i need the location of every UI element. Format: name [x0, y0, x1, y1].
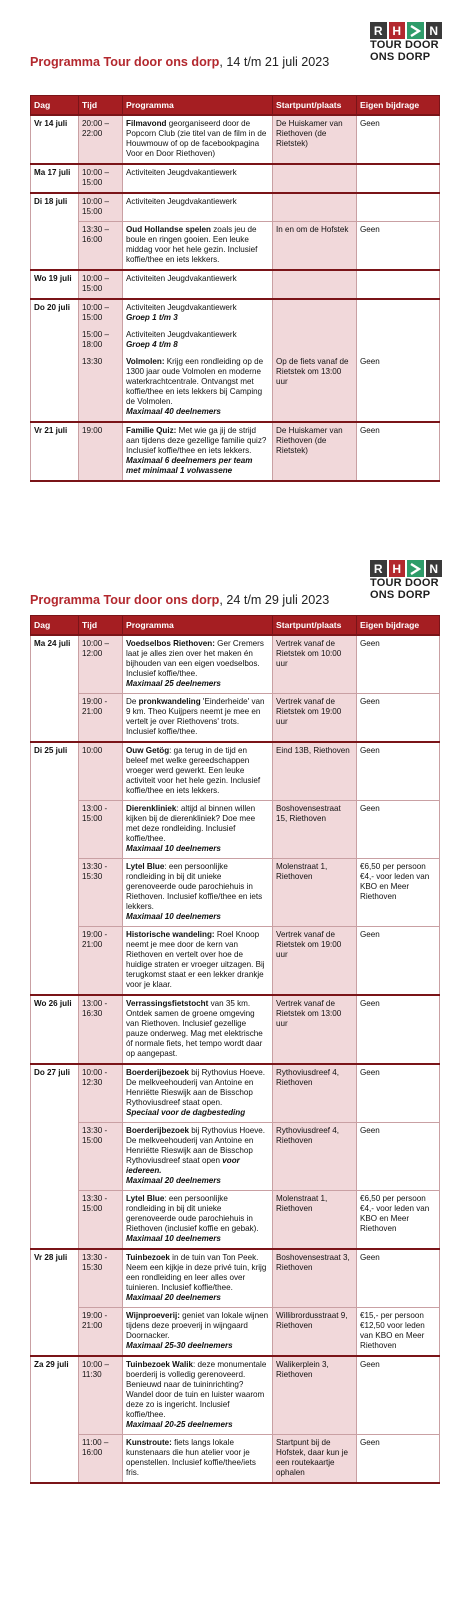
- logo-arrow-icon: [407, 22, 424, 39]
- column-header: Programma: [123, 616, 273, 636]
- table-row: [31, 801, 440, 859]
- fee-cell: Geen: [357, 222, 440, 271]
- program-text: Activiteiten Jeugdvakantiewerk: [126, 168, 237, 177]
- day-cell: [31, 1191, 79, 1250]
- place-cell: [273, 299, 357, 327]
- time-cell: 19:00 - 21:00: [79, 927, 123, 996]
- time-cell: 10:00: [79, 742, 123, 801]
- column-header: Startpunt/plaats: [273, 96, 357, 116]
- table-row: [31, 995, 440, 1064]
- program-text: : een persoonlijke rondleiding in bij dit unieke gerenoveerde oude parochiehuis in Riethoven. Inclusief koffie/thee en iets lekkers.: [126, 862, 263, 911]
- table-row: [31, 299, 440, 327]
- tour-logo: [370, 560, 442, 601]
- program-cell: [123, 1249, 273, 1308]
- program-highlight: Lytel Blue: [126, 862, 165, 871]
- table-row: [31, 422, 440, 481]
- program-cell: [123, 1123, 273, 1191]
- program-highlight: voor iedereen.: [126, 1156, 240, 1175]
- logo-line-2: ONS DORP: [370, 51, 431, 63]
- program-highlight: Maximaal 6 deelnemers per team met minimaal 1 volwassene: [126, 456, 253, 475]
- program-text: Activiteiten Jeugdvakantiewerk: [126, 330, 237, 339]
- program-cell: [123, 742, 273, 801]
- column-header: Startpunt/plaats: [273, 616, 357, 636]
- place-cell: Startpunt bij de Hofstek, daar kun je een routekaartje ophalen: [273, 1435, 357, 1484]
- fee-cell: Geen: [357, 1249, 440, 1308]
- place-cell: Rythoviusdreef 4, Riethoven: [273, 1064, 357, 1123]
- time-cell: 20:00 – 22:00: [79, 115, 123, 164]
- logo-line-2: ONS DORP: [370, 589, 431, 601]
- title-dates: , 14 t/m 21 juli 2023: [219, 55, 330, 69]
- program-text: Activiteiten Jeugdvakantiewerk: [126, 274, 237, 283]
- place-cell: Molenstraat 1, Riethoven: [273, 1191, 357, 1250]
- logo-letters: [370, 560, 442, 577]
- program-cell: [123, 1356, 273, 1435]
- day-cell: [31, 801, 79, 859]
- day-cell: Za 29 juli: [31, 1356, 79, 1435]
- table-row: [31, 694, 440, 743]
- logo-letter: N: [426, 560, 443, 577]
- time-cell: 10:00 – 12:00: [79, 635, 123, 694]
- table-row: [31, 1435, 440, 1484]
- program-text: 'Einderheide' van 9 km. Theo Kuijpers neemt je mee en vertelt je over Riethovens' trots. Inclusief koffie/thee.: [126, 697, 265, 736]
- fee-cell: [357, 299, 440, 327]
- place-cell: Molenstraat 1, Riethoven: [273, 859, 357, 927]
- program-cell: [123, 1191, 273, 1250]
- program-cell: [123, 422, 273, 481]
- time-cell: 19:00 - 21:00: [79, 694, 123, 743]
- program-cell: [123, 995, 273, 1064]
- fee-cell: Geen: [357, 801, 440, 859]
- program-text: Krijg een rondleiding op de 1300 jaar oude Volmolen en moderne waterkrachtcentrale. Ontvangst met koffie/thee en iets lekkers bij Camping de Volmolen.: [126, 357, 264, 406]
- place-cell: Boshovensestraat 3, Riethoven: [273, 1249, 357, 1308]
- time-cell: 10:00 – 11:30: [79, 1356, 123, 1435]
- program-highlight: Maximaal 20 deelnemers: [126, 1293, 221, 1302]
- table-header-row: [31, 96, 440, 116]
- logo-arrow-icon: [407, 560, 424, 577]
- logo-letter: H: [389, 22, 406, 39]
- day-cell: Vr 14 juli: [31, 115, 79, 164]
- fee-cell: Geen: [357, 995, 440, 1064]
- table-row: [31, 327, 440, 354]
- place-cell: Willibrordusstraat 9, Riethoven: [273, 1308, 357, 1357]
- program-highlight: Dierenkliniek: [126, 804, 177, 813]
- day-cell: Di 18 juli: [31, 193, 79, 222]
- program-cell: [123, 927, 273, 996]
- time-cell: 13:00 - 15:00: [79, 801, 123, 859]
- logo-letter: R: [370, 22, 387, 39]
- fee-cell: [357, 164, 440, 193]
- program-text: in de tuin van Ton Peek. Neem een kijkje in deze privé tuin, krijg een rondleiding en leer alles over tuinieren. Inclusief koffie/thee.: [126, 1253, 267, 1292]
- time-cell: 13:30 - 15:30: [79, 1249, 123, 1308]
- day-cell: Ma 17 juli: [31, 164, 79, 193]
- place-cell: Walikerplein 3, Riethoven: [273, 1356, 357, 1435]
- time-cell: 10:00 – 15:00: [79, 164, 123, 193]
- column-header: Tijd: [79, 96, 123, 116]
- place-cell: [273, 270, 357, 299]
- page-title: [30, 593, 329, 607]
- program-cell: [123, 1435, 273, 1484]
- column-header: Dag: [31, 96, 79, 116]
- program-text: Ger Cremers laat je alles zien over het maken én bijhouden van een eigen voedselbos. Inclusief koffie/thee.: [126, 639, 264, 678]
- day-cell: Vr 28 juli: [31, 1249, 79, 1308]
- program-text: : deze monumentale boerderij is volledig gerenoveerd. Benieuwd naar de tuininrichting? Wandel door de tuin en luister waarom deze zo is ingericht. Inclusief koffie/thee.: [126, 1360, 267, 1419]
- place-cell: Rythoviusdreef 4, Riethoven: [273, 1123, 357, 1191]
- day-cell: Ma 24 juli: [31, 635, 79, 694]
- day-cell: [31, 859, 79, 927]
- table-row: [31, 1249, 440, 1308]
- day-cell: [31, 1435, 79, 1484]
- program-highlight: Maximaal 40 deelnemers: [126, 407, 221, 416]
- logo-letter: N: [426, 22, 443, 39]
- place-cell: [273, 193, 357, 222]
- program-table: [30, 95, 440, 482]
- time-cell: 13:00 - 16:30: [79, 995, 123, 1064]
- program-cell: [123, 354, 273, 422]
- table-row: [31, 635, 440, 694]
- program-cell: [123, 1064, 273, 1123]
- program-highlight: Maximaal 10 deelnemers: [126, 912, 221, 921]
- program-table: [30, 615, 440, 1484]
- day-cell: [31, 1308, 79, 1357]
- time-cell: 13:30 - 15:30: [79, 859, 123, 927]
- logo-letter: R: [370, 560, 387, 577]
- day-cell: Do 20 juli: [31, 299, 79, 327]
- table-row: [31, 927, 440, 996]
- column-header: Tijd: [79, 616, 123, 636]
- time-cell: 10:00 – 15:00: [79, 299, 123, 327]
- program-cell: [123, 299, 273, 327]
- program-highlight: Oud Hollandse spelen: [126, 225, 212, 234]
- program-highlight: Historische wandeling:: [126, 930, 215, 939]
- logo-letter: H: [389, 560, 406, 577]
- program-cell: [123, 115, 273, 164]
- table-row: [31, 1123, 440, 1191]
- logo-letters: [370, 22, 442, 39]
- fee-cell: Geen: [357, 635, 440, 694]
- place-cell: Boshovensestraat 15, Riethoven: [273, 801, 357, 859]
- fee-cell: [357, 270, 440, 299]
- table-row: [31, 1356, 440, 1435]
- program-text: Activiteiten Jeugdvakantiewerk: [126, 303, 237, 312]
- program-highlight: Wijnproeverij:: [126, 1311, 180, 1320]
- day-cell: [31, 222, 79, 271]
- fee-cell: Geen: [357, 115, 440, 164]
- day-cell: Di 25 juli: [31, 742, 79, 801]
- time-cell: 13:30 - 15:00: [79, 1123, 123, 1191]
- fee-cell: Geen: [357, 694, 440, 743]
- program-text: Roel Knoop neemt je mee door de kern van Riethoven en vertelt over hoe de huidige straten er vroeger uitzagen. Bij terugkomst staat er een lekker drankje voor je klaar.: [126, 930, 265, 989]
- place-cell: [273, 164, 357, 193]
- place-cell: Vertrek vanaf de Rietstek om 10:00 uur: [273, 635, 357, 694]
- table-header-row: [31, 616, 440, 636]
- time-cell: 13:30: [79, 354, 123, 422]
- fee-cell: Geen: [357, 1123, 440, 1191]
- program-cell: [123, 694, 273, 743]
- program-text: De: [126, 697, 139, 706]
- column-header: Programma: [123, 96, 273, 116]
- logo-line-1: TOUR DOOR: [370, 577, 439, 589]
- day-cell: Vr 21 juli: [31, 422, 79, 481]
- fee-cell: Geen: [357, 422, 440, 481]
- place-cell: Vertrek vanaf de Rietstek om 13:00 uur: [273, 995, 357, 1064]
- table-row: [31, 115, 440, 164]
- table-row: [31, 354, 440, 422]
- fee-cell: [357, 193, 440, 222]
- program-highlight: Voedselbos Riethoven:: [126, 639, 215, 648]
- program-highlight: Groep 4 t/m 8: [126, 340, 178, 349]
- program-text: Met wie ga jij de strijd aan tijdens deze gezellige familie quiz? Inclusief koffie/thee en iets lekkers.: [126, 426, 267, 455]
- table-row: [31, 1064, 440, 1123]
- time-cell: 19:00: [79, 422, 123, 481]
- program-highlight: Volmolen:: [126, 357, 165, 366]
- column-header: Dag: [31, 616, 79, 636]
- day-cell: Do 27 juli: [31, 1064, 79, 1123]
- title-bold: Programma Tour door ons dorp: [30, 593, 220, 607]
- program-text: fiets langs lokale kunstenaars die hun atelier voor je openstellen. Inclusief koffie/thee/iets fris.: [126, 1438, 256, 1477]
- time-cell: 13:30 - 15:00: [79, 1191, 123, 1250]
- fee-cell: €15,- per persoon €12,50 voor leden van KBO en Meer Riethoven: [357, 1308, 440, 1357]
- program-highlight: Maximaal 10 deelnemers: [126, 1234, 221, 1243]
- fee-cell: €6,50 per persoon €4,- voor leden van KBO en Meer Riethoven: [357, 1191, 440, 1250]
- program-highlight: Maximaal 25-30 deelnemers: [126, 1341, 233, 1350]
- fee-cell: €6,50 per persoon €4,- voor leden van KBO en Meer Riethoven: [357, 859, 440, 927]
- program-highlight: Kunstroute:: [126, 1438, 172, 1447]
- time-cell: 19:00 - 21:00: [79, 1308, 123, 1357]
- day-cell: Wo 19 juli: [31, 270, 79, 299]
- program-highlight: Maximaal 20-25 deelnemers: [126, 1420, 233, 1429]
- table-row: [31, 1308, 440, 1357]
- program-highlight: Lytel Blue: [126, 1194, 165, 1203]
- place-cell: Vertrek vanaf de Rietstek om 19:00 uur: [273, 694, 357, 743]
- table-row: [31, 164, 440, 193]
- fee-cell: Geen: [357, 1356, 440, 1435]
- program-text: georganiseerd door de Popcorn Club (zie titel van de film in de Houwmouw of op de facebookpagina Voor en Door Riethoven): [126, 119, 267, 158]
- place-cell: In en om de Hofstek: [273, 222, 357, 271]
- program-cell: [123, 327, 273, 354]
- program-highlight: Verrassingsfietstocht: [126, 999, 209, 1008]
- program-cell: [123, 635, 273, 694]
- time-cell: 10:00 – 15:00: [79, 270, 123, 299]
- program-highlight: Groep 1 t/m 3: [126, 313, 178, 322]
- fee-cell: Geen: [357, 742, 440, 801]
- program-highlight: Tuinbezoek: [126, 1253, 170, 1262]
- program-highlight: Maximaal 25 deelnemers: [126, 679, 221, 688]
- program-cell: [123, 222, 273, 271]
- day-cell: [31, 354, 79, 422]
- program-text: van 35 km. Ontdek samen de groene omgeving van Riethoven. Inclusief gezellige pauze onderweg. Mag met elektrische óf normale fiets, het tempo wordt daar op aangepast.: [126, 999, 263, 1058]
- column-header: Eigen bijdrage: [357, 616, 440, 636]
- program-highlight: Boerderijbezoek: [126, 1068, 189, 1077]
- table-row: [31, 193, 440, 222]
- tour-logo: [370, 22, 442, 63]
- table-row: [31, 859, 440, 927]
- day-cell: [31, 694, 79, 743]
- program-cell: [123, 193, 273, 222]
- table-row: [31, 742, 440, 801]
- title-bold: Programma Tour door ons dorp: [30, 55, 220, 69]
- title-dates: , 24 t/m 29 juli 2023: [219, 593, 330, 607]
- table-row: [31, 222, 440, 271]
- fee-cell: Geen: [357, 1064, 440, 1123]
- fee-cell: [357, 327, 440, 354]
- program-highlight: Speciaal voor de dagbesteding: [126, 1108, 246, 1117]
- program-cell: [123, 270, 273, 299]
- logo-line-1: TOUR DOOR: [370, 39, 439, 51]
- time-cell: 10:00 – 15:00: [79, 193, 123, 222]
- day-cell: [31, 1123, 79, 1191]
- program-cell: [123, 801, 273, 859]
- place-cell: Op de fiets vanaf de Rietstek om 13:00 uur: [273, 354, 357, 422]
- program-text: geniet van lokale wijnen tijdens deze proeverij in wijngaard Doornacker.: [126, 1311, 269, 1340]
- program-highlight: Tuinbezoek Walik: [126, 1360, 194, 1369]
- program-highlight: Boerderijbezoek: [126, 1126, 189, 1135]
- place-cell: Eind 13B, Riethoven: [273, 742, 357, 801]
- program-cell: [123, 1308, 273, 1357]
- program-text: : ga terug in de tijd en beleef met welke gereedschappen vroeger werd gewerkt. Een leuke activiteit voor het hele gezin. Inclusief koffie/thee en iets lekkers.: [126, 746, 261, 795]
- program-cell: [123, 164, 273, 193]
- program-highlight: pronkwandeling: [138, 697, 201, 706]
- page-title: [30, 55, 329, 69]
- table-row: [31, 270, 440, 299]
- time-cell: 10:00 - 12:30: [79, 1064, 123, 1123]
- fee-cell: Geen: [357, 927, 440, 996]
- place-cell: De Huiskamer van Riethoven (de Rietstek): [273, 115, 357, 164]
- fee-cell: Geen: [357, 354, 440, 422]
- program-highlight: Ouw Getög: [126, 746, 170, 755]
- time-cell: 11:00 – 16:00: [79, 1435, 123, 1484]
- day-cell: Wo 26 juli: [31, 995, 79, 1064]
- day-cell: [31, 927, 79, 996]
- place-cell: De Huiskamer van Riethoven (de Rietstek): [273, 422, 357, 481]
- time-cell: 13:30 – 16:00: [79, 222, 123, 271]
- program-text: bij Rythovius Hoeve. De melkveehouderij van Antoine en Henriëtte Rieswijk aan de Bisschop Rythoviusdreef staat open.: [126, 1068, 266, 1107]
- program-text: zoals jeu de boule en ringen gooien. Een leuke middag voor het hele gezin. Inclusief koffie/thee en iets lekkers.: [126, 225, 258, 264]
- fee-cell: Geen: [357, 1435, 440, 1484]
- program-highlight: Familie Quiz:: [126, 426, 177, 435]
- time-cell: 15:00 – 18:00: [79, 327, 123, 354]
- program-highlight: Filmavond: [126, 119, 167, 128]
- program-highlight: Maximaal 10 deelnemers: [126, 844, 221, 853]
- program-text: bij Rythovius Hoeve. De melkveehouderij van Antoine en Henriëtte Rieswijk aan de Bisschop Rythoviusdreef staat open: [126, 1126, 266, 1165]
- place-cell: Vertrek vanaf de Rietstek om 19:00 uur: [273, 927, 357, 996]
- column-header: Eigen bijdrage: [357, 96, 440, 116]
- program-text: : altijd al binnen willen kijken bij de dierenkliniek? Doe mee met deze rondleiding. Inclusief koffie/thee.: [126, 804, 256, 843]
- program-highlight: Maximaal 20 deelnemers: [126, 1176, 221, 1185]
- day-cell: [31, 327, 79, 354]
- place-cell: [273, 327, 357, 354]
- table-row: [31, 1191, 440, 1250]
- program-cell: [123, 859, 273, 927]
- program-text: : een persoonlijke rondleiding in bij dit unieke gerenoveerde oude parochiehuis in Riethoven (inclusief koffie en gebak).: [126, 1194, 259, 1233]
- program-text: Activiteiten Jeugdvakantiewerk: [126, 197, 237, 206]
